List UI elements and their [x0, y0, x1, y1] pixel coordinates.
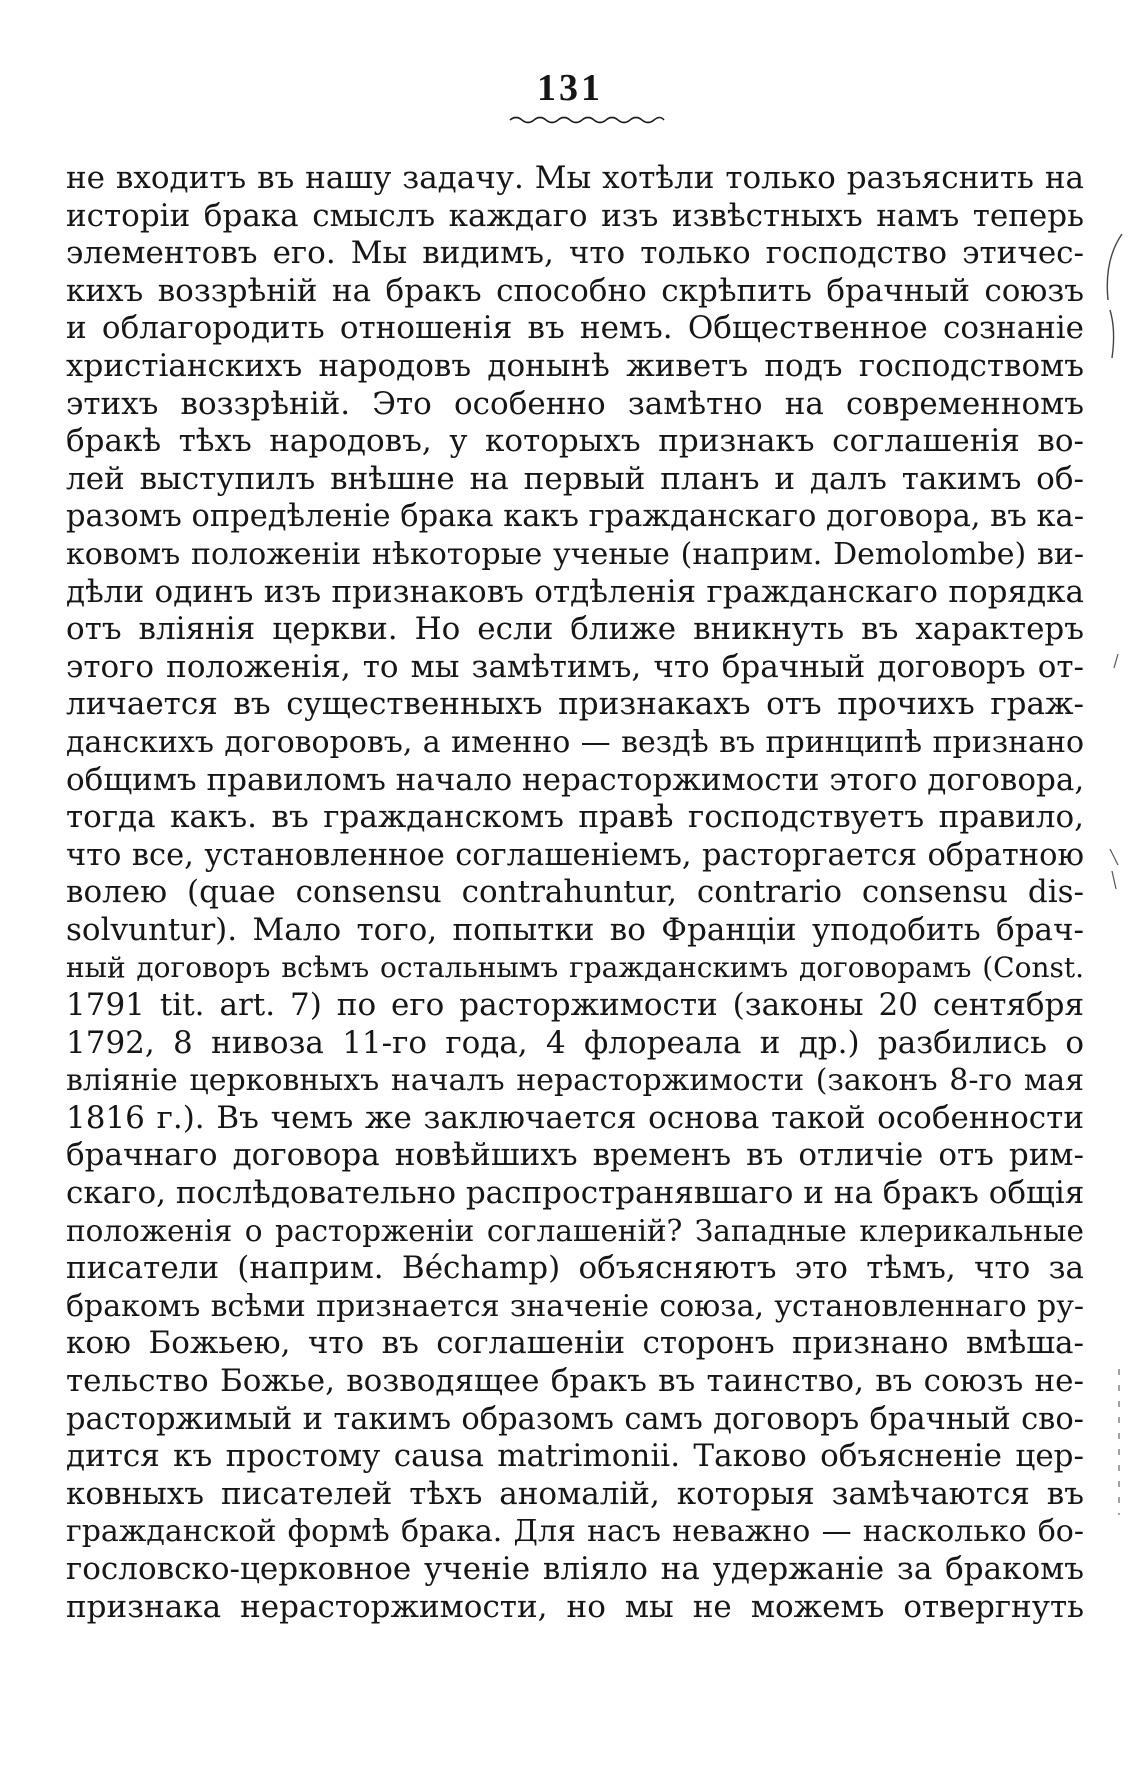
text-line: solvuntur). Мало того, попытки во Франціи уподобить брач-: [66, 911, 1084, 948]
text-line: кою Божьею, что въ соглашеніи сторонъ признано вмѣша-: [66, 1325, 1084, 1362]
text-line: 1792, 8 нивоза 11-го года, 4 флореала и др.) разбились о: [66, 1024, 1084, 1061]
text-line: вліяніе церковныхъ началъ нерасторжимости (законъ 8-го мая: [66, 1063, 1084, 1099]
text-line: исторіи брака смыслъ каждаго изъ извѣстныхъ намъ теперь: [66, 197, 1084, 234]
text-line: этого положенія, то мы замѣтимъ, что брачный договоръ от-: [66, 648, 1084, 685]
text-line: не входитъ въ нашу задачу. Мы хотѣли только разъяснить на: [66, 160, 1084, 196]
text-line: признака нерасторжимости, но мы не можемъ отвергнуть: [66, 1588, 1084, 1625]
text-line: и облагородить отношенія въ немъ. Общественное сознаніе: [66, 310, 1084, 347]
text-line: бракѣ тѣхъ народовъ, у которыхъ признакъ соглашенія во-: [66, 423, 1084, 460]
margin-tick-mark: [1108, 650, 1124, 680]
text-line: скаго, послѣдовательно распространявшаго и на бракъ общія: [66, 1175, 1084, 1212]
text-line: христіанскихъ народовъ донынѣ живетъ подъ господствомъ: [66, 347, 1084, 384]
margin-tick-mark: [1104, 845, 1124, 895]
text-line: тогда какъ. въ гражданскомъ правѣ господствуетъ правило,: [66, 799, 1084, 836]
text-line: данскихъ договоровъ, а именно — вездѣ въ принципѣ признано: [66, 724, 1084, 760]
text-line: этихъ воззрѣній. Это особенно замѣтно на современномъ: [66, 385, 1084, 422]
text-line: отъ вліянія церкви. Но если ближе вникнуть въ характеръ: [66, 611, 1084, 648]
text-line: ковныхъ писателей тѣхъ аномалій, которыя замѣчаются въ: [66, 1475, 1084, 1512]
text-line: элементовъ его. Мы видимъ, что только господство этичес-: [66, 235, 1084, 272]
text-line: общимъ правиломъ начало нерасторжимости этого договора,: [66, 761, 1084, 798]
header-ornament: [508, 114, 666, 126]
page-number: 131: [537, 67, 603, 109]
text-line: ковомъ положеніи нѣкоторые ученые (наприм. Demolombe) ви-: [66, 536, 1084, 572]
text-line: бракомъ всѣми признается значеніе союза, установленнаго ру-: [66, 1288, 1084, 1324]
margin-tick-mark: [1112, 1365, 1126, 1525]
text-line: личается въ существенныхъ признакахъ отъ прочихъ граж-: [66, 686, 1084, 723]
text-line: расторжимый и такимъ образомъ самъ договоръ брачный сво-: [66, 1401, 1084, 1437]
text-line: гословско-церковное ученіе вліяло на удержаніе за бракомъ: [66, 1550, 1084, 1587]
text-line: гражданской формѣ брака. Для насъ неважно — насколько бо-: [66, 1514, 1084, 1550]
text-line: дится къ простому causa matrimonii. Таково объясненіе цер-: [66, 1438, 1084, 1475]
text-line: 1816 г.). Въ чемъ же заключается основа такой особенности: [66, 1099, 1084, 1136]
text-line: 1791 tit. art. 7) по его расторжимости (законы 20 сентября: [66, 987, 1084, 1024]
text-line: брачнаго договора новѣйшихъ временъ въ отличіе отъ рим-: [66, 1137, 1084, 1174]
text-line: тельство Божье, возводящее бракъ въ таинство, въ союзъ не-: [66, 1363, 1084, 1399]
text-line: что все, установленное соглашеніемъ, расторгается обратною: [66, 837, 1084, 873]
text-line: писатели (наприм. Béchamp) объясняютъ это тѣмъ, что за: [66, 1250, 1084, 1287]
text-line: дѣли одинъ изъ признаковъ отдѣленія гражданскаго порядка: [66, 573, 1084, 610]
text-line: волею (quae consensu contrahuntur, contrario consensu dis-: [66, 874, 1084, 911]
text-line: лей выступилъ внѣшне на первый планъ и далъ такимъ об-: [66, 460, 1084, 497]
body-text: [66, 160, 1084, 1626]
text-line: положенія о расторженіи соглашеній? Западные клерикальные: [66, 1213, 1084, 1248]
text-line: кихъ воззрѣній на бракъ способно скрѣпить брачный союзъ: [66, 272, 1084, 309]
text-line: разомъ опредѣленіе брака какъ гражданскаго договора, въ ка-: [66, 499, 1084, 535]
text-line: ный договоръ всѣмъ остальнымъ гражданскимъ договорамъ (Const.: [66, 951, 1084, 985]
margin-pencil-marks: [1092, 230, 1132, 370]
